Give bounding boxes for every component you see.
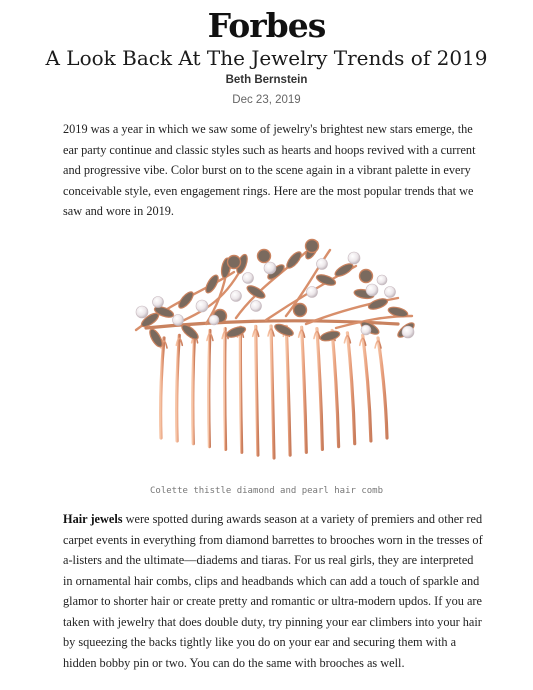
comb-tine — [286, 326, 290, 455]
pearl — [196, 300, 208, 312]
hair-jewels-lead[interactable]: Hair jewels — [63, 512, 123, 526]
hair-jewels-body: were spotted during awards season at a variety of premiers and other red carpet events in everything from diamond barrettes to brooches worn in the tresses of a-listers and the ultimate—diadems and tiaras. For us real girls, they are interpreted in ornamental hair combs, clips and headbands which can add a touch of sparkle and glamor to shorter hair or create pretty and romantic or ultra-modern updos. If you are taken with jewelry that does double duty, try pinning your ear climbers into your hair by squeezing the backs tightly like you do on your ear and securing them with a hidden bobby pin or two. You can do the same with brooches as well. — [63, 512, 483, 670]
intro-paragraph: 2019 was a year in which we saw some of jewelry's brightest new stars emerge, the ear party continue and classic styles such as hearts and hoops revived with a current and progressive vibe. Color burst on to the scene again in a vibrant palette in every conceivable style, even engagement rings. Here are the most popular trends that we saw and wore in 2019. — [63, 122, 476, 218]
pave-leaf — [176, 290, 195, 311]
pearl — [209, 315, 219, 325]
pearl — [348, 252, 360, 264]
pearl — [317, 259, 328, 270]
pave-leaf — [315, 273, 337, 288]
author-name[interactable]: Beth Bernstein — [225, 74, 308, 86]
pave-leaf — [147, 327, 164, 349]
thistle-bud — [258, 250, 271, 263]
comb-tine — [256, 326, 258, 455]
hair-comb-image — [116, 220, 420, 472]
comb-tine — [177, 335, 180, 441]
pearl — [243, 273, 254, 284]
pearl — [402, 326, 414, 338]
image-caption: Colette thistle diamond and pearl hair comb — [150, 486, 383, 496]
pearl — [264, 262, 276, 274]
hair-jewels-paragraph — [63, 509, 483, 673]
comb-tine — [302, 327, 307, 452]
pearl — [366, 284, 378, 296]
pearl — [173, 315, 184, 326]
pearl — [361, 325, 371, 335]
thistle-bud — [306, 240, 319, 253]
comb-tines — [161, 326, 387, 458]
pave-leaf — [284, 250, 303, 271]
comb-tine — [347, 333, 354, 444]
comb-tine — [193, 333, 195, 444]
thistle-bud — [228, 256, 241, 269]
pearl — [307, 287, 318, 298]
comb-tine — [161, 338, 164, 438]
comb-tine — [240, 327, 241, 452]
pave-leaf — [203, 273, 220, 295]
pearl — [231, 291, 242, 302]
comb-tine — [317, 329, 323, 450]
pave-leaf — [333, 261, 355, 278]
comb-tine — [332, 331, 339, 447]
pave-leaf — [367, 297, 389, 312]
thistle-bud — [294, 304, 307, 317]
comb-tine — [209, 331, 210, 447]
comb-tine — [363, 335, 371, 441]
pave-leaf — [245, 283, 267, 300]
pearl — [136, 306, 148, 318]
article-headline: A Look Back At The Jewelry Trends of 2019 — [45, 46, 488, 70]
comb-tine — [378, 338, 387, 438]
thistle-bud — [360, 270, 373, 283]
pave-leaf — [319, 329, 340, 342]
forbes-logo[interactable]: Forbes — [207, 6, 326, 45]
pearl — [251, 301, 262, 312]
pearl — [377, 275, 387, 285]
pearl — [153, 297, 164, 308]
comb-tine — [271, 326, 274, 458]
pearl — [385, 287, 396, 298]
publish-date: Dec 23, 2019 — [232, 94, 301, 106]
comb-tine — [225, 329, 226, 450]
